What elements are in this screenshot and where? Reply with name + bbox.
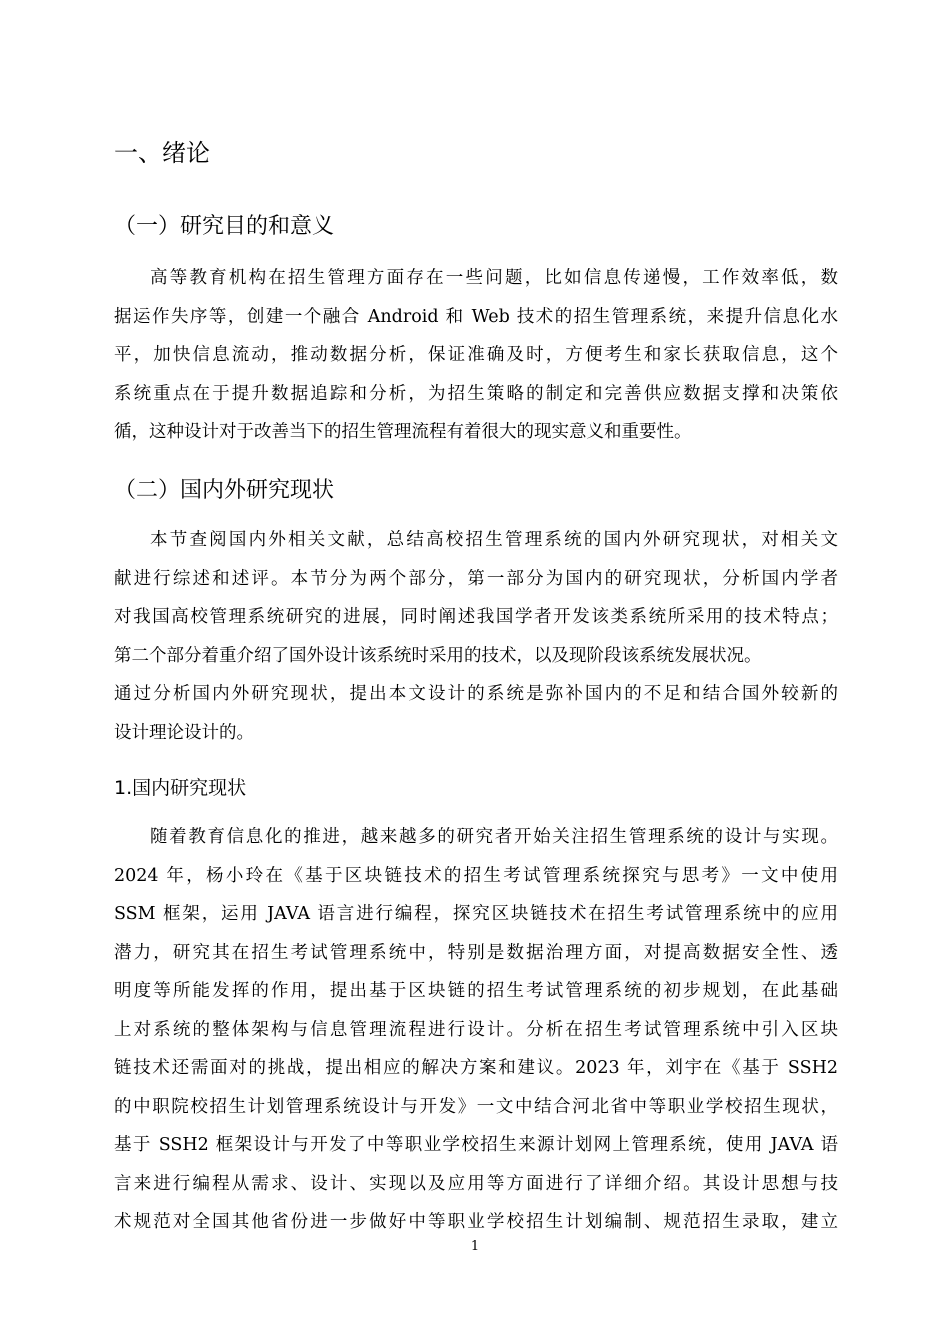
page-number: 1 bbox=[470, 1239, 480, 1254]
paragraph-line: 基于 SSH2 框架设计与开发了中等职业学校招生来源计划网上管理系统，使用 JAVA 语 bbox=[114, 1135, 838, 1155]
paragraph-line: 高等教育机构在招生管理方面存在一些问题，比如信息传递慢，工作效率低，数 bbox=[150, 268, 838, 288]
paragraph-line: 潜力，研究其在招生考试管理系统中，特别是数据治理方面，对提高数据安全性、透 bbox=[114, 942, 838, 963]
paragraph-domestic bbox=[114, 818, 838, 1242]
paragraph-line: 随着教育信息化的推进，越来越多的研究者开始关注招生管理系统的设计与实现。 bbox=[150, 827, 838, 847]
paragraph-line: 链技术还需面对的挑战，提出相应的解决方案和建议。2023 年，刘宇在《基于 SSH2 bbox=[114, 1058, 838, 1078]
paragraph-line: 据运作失序等，创建一个融合 Android 和 Web 技术的招生管理系统，来提升信息化水 bbox=[114, 306, 838, 327]
paragraph-purpose bbox=[114, 259, 838, 452]
paragraph-line: 的中职院校招生计划管理系统设计与开发》一文中结合河北省中等职业学校招生现状， bbox=[114, 1096, 838, 1117]
section-heading-status: （二）国内外研究现状 bbox=[114, 478, 335, 503]
paragraph-line: 系统重点在于提升数据追踪和分析，为招生策略的制定和完善供应数据支撑和决策依 bbox=[114, 383, 838, 404]
section-heading-purpose: （一）研究目的和意义 bbox=[114, 214, 335, 239]
paragraph-line: 献进行综述和述评。本节分为两个部分，第一部分为国内的研究现状，分析国内学者 bbox=[114, 568, 838, 589]
paragraph-line: 言来进行编程从需求、设计、实现以及应用等方面进行了详细介绍。其设计思想与技 bbox=[114, 1173, 838, 1194]
paragraph-line: 设计理论设计的。 bbox=[114, 722, 254, 743]
paragraph-line: 通过分析国内外研究现状，提出本文设计的系统是弥补国内的不足和结合国外较新的 bbox=[114, 684, 838, 704]
paragraph-line: 对我国高校管理系统研究的进展，同时阐述我国学者开发该类系统所采用的技术特点； bbox=[114, 607, 838, 627]
paragraph-line: 第二个部分着重介绍了国外设计该系统时采用的技术，以及现阶段该系统发展状况。 bbox=[114, 645, 762, 666]
paragraph-line: 术规范对全国其他省份进一步做好中等职业学校招生计划编制、规范招生录取，建立 bbox=[114, 1212, 838, 1232]
paragraph-line: SSM 框架，运用 JAVA 语言进行编程，探究区块链技术在招生考试管理系统中的应用 bbox=[114, 904, 838, 924]
chapter-heading: 一、绪论 bbox=[114, 139, 210, 167]
paragraph-line: 2024 年，杨小玲在《基于区块链技术的招生考试管理系统探究与思考》一文中使用 bbox=[114, 865, 838, 886]
paragraph-status bbox=[114, 521, 838, 752]
subsection-heading-domestic: 1.国内研究现状 bbox=[114, 777, 247, 799]
paragraph-line: 上对系统的整体架构与信息管理流程进行设计。分析在招生考试管理系统中引入区块 bbox=[114, 1019, 838, 1040]
paragraph-line: 本节查阅国内外相关文献，总结高校招生管理系统的国内外研究现状，对相关文 bbox=[150, 530, 838, 550]
paragraph-line: 明度等所能发挥的作用，提出基于区块链的招生考试管理系统的初步规划，在此基础 bbox=[114, 981, 838, 1001]
paragraph-line: 平，加快信息流动，推动数据分析，保证准确及时，方便考生和家长获取信息，这个 bbox=[114, 345, 838, 365]
paragraph-line: 循，这种设计对于改善当下的招生管理流程有着很大的现实意义和重要性。 bbox=[114, 422, 692, 442]
